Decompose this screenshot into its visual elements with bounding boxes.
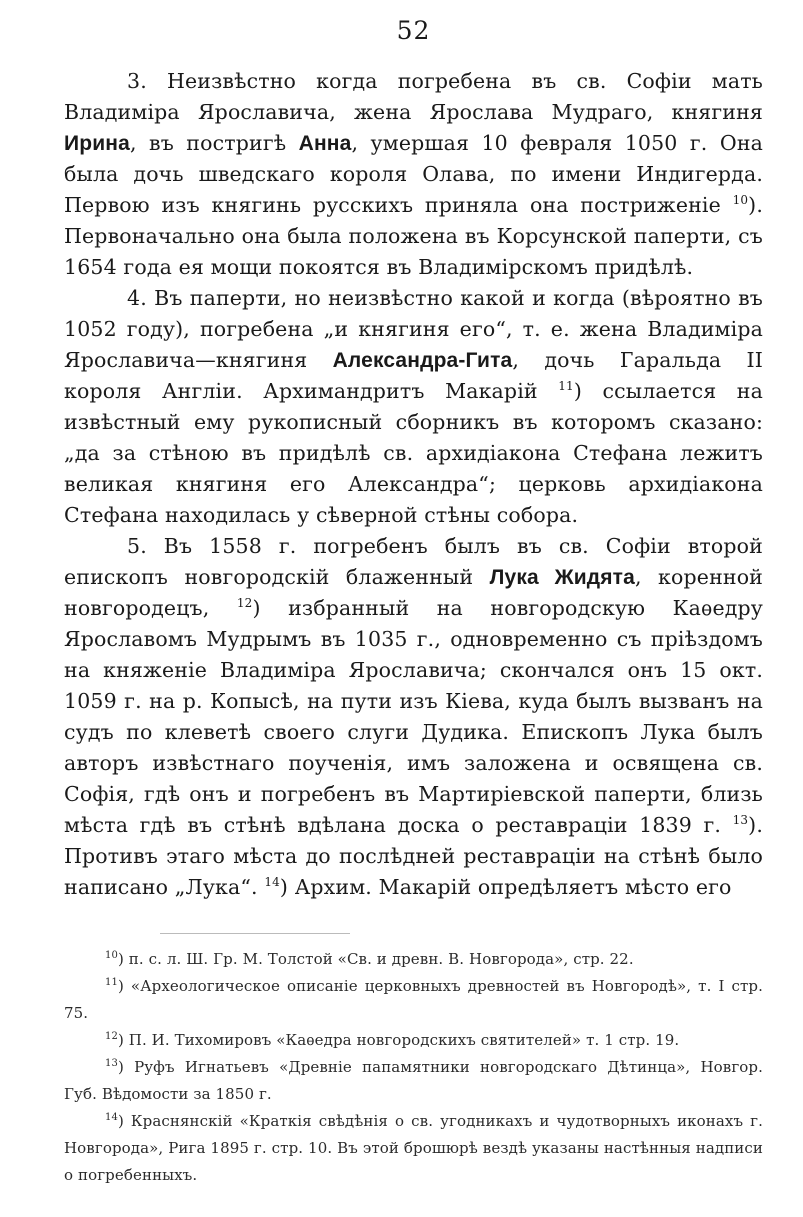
footnote-ref: 12 <box>236 596 253 611</box>
footnote-ref: 14 <box>264 875 280 890</box>
paragraph-text: ). Противъ этаго мѣста до послѣдней реставраціи на стѣнѣ было написано „Лука“. <box>64 813 763 899</box>
paragraph-text: , коренной новгородецъ, <box>64 565 763 620</box>
paragraph-3 <box>64 66 763 283</box>
footnote-number: 11 <box>105 977 118 988</box>
footnote-13 <box>64 1054 763 1108</box>
footnote-number: 13 <box>105 1058 118 1069</box>
person-name-irina: Ирина <box>64 132 130 155</box>
footnote-text: ) Руфъ Игнатьевъ «Древніе папамятники новгородскаго Дѣтинца», Новгор. Губ. Вѣдомости за 1850 г. <box>64 1058 763 1103</box>
footnote-11 <box>64 973 763 1027</box>
footnote-12 <box>64 1027 763 1054</box>
footnote-14 <box>64 1108 763 1189</box>
page-number: 52 <box>396 16 431 45</box>
main-text <box>64 66 763 903</box>
paragraph-text: 3. Неизвѣстно когда погребена въ св. Софіи мать Владиміра Ярославича, жена Ярослава Мудраго, княгиня <box>64 69 763 124</box>
paragraph-text: ) Архим. Макарій опредѣляетъ мѣсто его <box>279 875 732 899</box>
paragraph-text: 5. Въ 1558 г. погребенъ былъ въ св. Софіи второй епископъ новгородскій блаженный <box>64 534 763 589</box>
paragraph-text: , въ постригѣ <box>129 131 299 155</box>
person-name-aleksandra-gita: Александра-Гита <box>332 349 513 372</box>
footnote-text: ) П. И. Тихомировъ «Каѳедра новгородскихъ святителей» т. 1 стр. 19. <box>117 1031 680 1049</box>
person-name-anna: Анна <box>298 132 352 155</box>
footnote-number: 10 <box>105 950 118 961</box>
paragraph-5 <box>64 531 763 903</box>
paragraph-text: ) ссылается на извѣстный ему рукописный сборникъ въ которомъ сказано: „да за стѣною въ придѣлѣ св. архидіакона Стефана лежитъ великая княгиня его Александра“; церковь архидіакона Стефана находилась у сѣверной стѣны собора. <box>64 379 763 527</box>
paragraph-text: , умершая 10 февраля 1050 г. Она была дочь шведскаго короля Олава, по имени Индигерда. Первою изъ княгинь русскихъ приняла она постриженіе <box>64 131 763 217</box>
footnote-divider <box>160 933 350 946</box>
footnote-ref: 10 <box>732 193 749 208</box>
footnote-text: ) п. с. л. Ш. Гр. М. Толстой «Св. и древн. В. Новгорода», стр. 22. <box>117 950 634 968</box>
footnote-10 <box>64 946 763 973</box>
paragraph-text: 4. Въ паперти, но неизвѣстно какой и когда (вѣроятно въ 1052 году), погребена „и княгиня его“, т. е. жена Владиміра Ярославича—княгиня <box>64 286 763 372</box>
footnote-number: 12 <box>105 1031 118 1042</box>
paragraph-text: ) избранный на новгородскую Каѳедру Ярославомъ Мудрымъ въ 1035 г., одновременно съ пріѣздомъ на княженіе Владиміра Ярославича; скончался онъ 15 окт. 1059 г. на р. Копысѣ, на пути изъ Кіева, куда былъ вызванъ на судъ по клеветѣ своего слуги Дудика. Епископъ Лука былъ авторъ извѣстнаго поученія, имъ заложена и освящена св. Софія, гдѣ онъ и погребенъ въ Мартиріевской паперти, близь мѣста гдѣ въ стѣнѣ вдѣлана доска о реставраціи 1839 г. <box>64 596 763 837</box>
footnote-text: ) «Археологическое описаніе церковныхъ древностей въ Новгородѣ», т. I стр. 75. <box>64 977 763 1022</box>
footnote-ref: 11 <box>558 379 574 394</box>
paragraph-text: , дочь Гаральда II короля Англіи. Архимандритъ Макарій <box>64 348 763 403</box>
footnote-number: 14 <box>105 1112 118 1123</box>
paragraph-4 <box>64 283 763 531</box>
footnotes <box>64 946 763 1189</box>
footnote-text: ) Краснянскій «Краткія свѣдѣнія о св. угодникахъ и чудотворныхъ иконахъ г. Новгорода», Рига 1895 г. стр. 10. Въ этой брошюрѣ вездѣ указаны настѣнныя надписи о погребенныхъ. <box>64 1112 763 1184</box>
paragraph-text: ). Первоначально она была положена въ Корсунской паперти, съ 1654 года ея мощи покоятся въ Владимірскомъ придѣлѣ. <box>64 193 763 279</box>
footnote-ref: 13 <box>732 813 749 828</box>
person-name-luka-zhidyata: Лука Жидята <box>489 566 635 589</box>
